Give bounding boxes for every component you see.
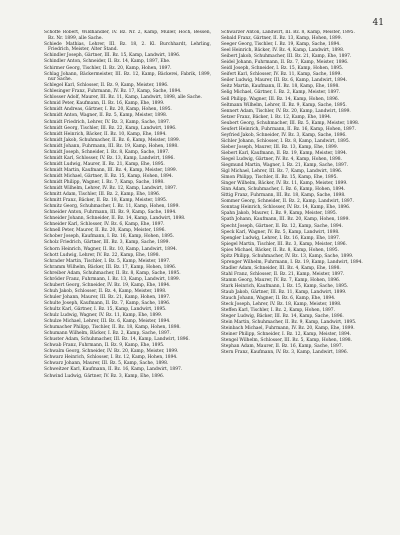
- directory-entry: Sprenger Wilhelm, Fuhrmann, I. Bz. 19, Kamp, Landwirt, 1894.: [221, 259, 363, 265]
- page-number: 41: [372, 18, 384, 28]
- directory-entry: Schlosser Adolf, Maurer, III. Bz. 11, Kamp, Landwirt, 1898, alle Sache.: [44, 95, 202, 101]
- directory-entry: Schlegel Karl, Schlosser, II. Bz. 9, Kamp, Meister, 1896.: [44, 83, 169, 89]
- directory-entry: Steffen Karl, Tischler, I. Bz. 2, Kamp, Hohen, 1897.: [221, 308, 335, 314]
- directory-entry: Siegel Ludwig, Gärtner, IV. Bz. 4, Kamp, Hohen, 1898.: [221, 156, 342, 162]
- directory-entry: Sell Philipp, Wagner, III. Bz. 14, Kamp, Hohen, 1896.: [221, 96, 340, 102]
- directory-entry: Singer Wilhelm, Bäcker, IV. Bz. 11, Kamp, Meister, 1899.: [221, 181, 348, 187]
- directory-entry: Spath Johann, Kaufmann, III. Bz. 20, Kamp, Hohen, 1899.: [221, 217, 350, 223]
- directory-entry: Schmitz Georg, Schuhmacher, I. Bz. 11, Kamp, Hohen, 1899.: [44, 204, 180, 210]
- directory-entry: Siebert Karl, Kaufmann, II. Bz. 19, Kamp, Meister, 1894.: [221, 150, 348, 156]
- directory-entry: Sieber Joseph, Maurer, III. Bz. 13, Kamp, Ehe, 1899.: [221, 144, 339, 150]
- directory-entry: Spahn Jakob, Maurer, I. Bz. 9, Kamp, Meister, 1895.: [221, 211, 338, 217]
- directory-entry: Seidl Joseph, Schneider, I. Bz. 15, Kamp, Hohen, 1895.: [221, 66, 344, 72]
- directory-entry: Schlesinger Franz, Fuhrmann, IV. Bz. 17, Kamp, Sache, 1894.: [44, 89, 182, 95]
- directory-entry: Schmidt Philipp, Wagner, I. Bz. 7, Kamp, Sache, 1898.: [44, 180, 165, 185]
- directory-entry: Schuh Jakob, Schlosser, II. Bz. 4, Kamp, Meister, 1898.: [44, 288, 167, 294]
- directory-entry: Schwab Franz, Fuhrmann, II. Bz. 9, Kamp, Ehe, 1895.: [44, 343, 165, 349]
- directory-entry: Sigl Michael, Lehrer, III. Bz. 7, Kamp, Landwirt, 1896.: [221, 169, 343, 175]
- directory-entry: Steck Joseph, Lehrer, IV. Bz. 18, Kamp, Meister, 1898.: [221, 302, 342, 308]
- directory-entry: Schubert Georg, Schneider, IV. Bz. 19, Kamp, Ehe, 1894.: [44, 282, 171, 288]
- directory-entry: Steiner Philipp, Schneider, I. Bz. 12, Kamp, Meister, 1894.: [221, 332, 352, 338]
- directory-entry: Seel Heinrich, Bäcker, IV. Bz. 4, Kamp, Landwirt, 1898.: [221, 48, 345, 54]
- directory-entry: Schumann Wilhelm, Bäcker, I. Bz. 2, Kamp, Sache, 1897.: [44, 331, 171, 337]
- directory-entry: Schindler Anton, Schneider, II. Bz. 14, Kamp, 1897, Ehe.: [44, 59, 171, 65]
- directory-entry: Sebald Franz, Gärtner, II. Bz. 13, Kamp, Hohen, 1899.: [221, 36, 342, 42]
- directory-entry: Schröder Franz, Fuhrmann, I. Bz. 13, Kamp, Landwirt, 1899.: [44, 276, 181, 282]
- directory-entry: Schmidt Michael, Gärtner, II. Bz. 15, Kamp, Hohen, 1894.: [44, 173, 173, 179]
- directory-entry: Stahl Franz, Schlosser, II. Bz. 21, Kamp, Meister, 1897.: [221, 271, 345, 277]
- directory-entry: Schirmer Georg, Tischler, II. Bz. 20, Kamp, Hohen, 1897.: [44, 65, 172, 71]
- directory-entry: Seibert Jakob, Schuhmacher, III. Bz. 21, Kamp, Ehe, 1897.: [221, 54, 352, 60]
- directory-entry: Stauch Johann, Wagner, II. Bz. 6, Kamp, Ehe, 1894.: [221, 296, 336, 302]
- directory-entry: Seyfried Jakob, Schneider, IV. Bz. 3, Kamp, Sache, 1896.: [221, 132, 347, 138]
- directory-entry: Staub Jakob, Gärtner, III. Bz. 11, Kamp, Landwirt, 1899.: [221, 290, 347, 296]
- directory-entry: Schwalm Georg, Schneider, IV. Bz. 20, Kamp, Meister, 1899.: [44, 349, 179, 355]
- directory-entry: Spengler Ludwig, Lehrer, I. Bz. 16, Kamp, Ehe, 1897.: [221, 235, 341, 241]
- directory-entry: Schober Joseph, Kaufmann, I. Bz. 16, Kamp, Hohen, 1895.: [44, 234, 175, 240]
- directory-entry: Schmidt Martin, Kaufmann, III. Bz. 4, Kamp, Meister, 1899.: [44, 167, 178, 173]
- directory-entry: Schulze Michael, Lehrer, III. Bz. 6, Kamp, Meister, 1894.: [44, 319, 171, 325]
- directory-entry: Schmidt Anton, Wagner, II. Bz. 5, Kamp, Meister, 1898.: [44, 113, 168, 119]
- directory-entry: Schulte Joseph, Kaufmann, II. Bz. 7, Kamp, Sache, 1896.: [44, 300, 171, 306]
- directory-entry: Specht Joseph, Gärtner, II. Bz. 12, Kamp, Sache, 1894.: [221, 223, 343, 229]
- directory-entry: Schmidt Andreas, Gärtner, I. Bz. 20, Kamp, Hohen, 1895.: [44, 107, 172, 113]
- directory-entry: Schiede Mathias, Lehrer, III. Bz. 18, 2. Kl. Burchhardt, Lehrling, Friedrich, Meister, Alter Stand.: [44, 41, 211, 53]
- directory-entry: Sinn Adam, Schuhmacher, I. Bz. 6, Kamp, Hohen, 1894.: [221, 187, 346, 193]
- directory-entry: Schuler Johann, Maurer, III. Bz. 21, Kamp, Hohen, 1897.: [44, 294, 171, 300]
- directory-entry: Stephan Adam, Maurer, II. Bz. 16, Kamp, Sache, 1897.: [221, 344, 343, 350]
- directory-entry: Seltmann Wilhelm, Lehrer, II. Bz. 9, Kamp, Sache, 1895.: [221, 102, 347, 108]
- directory-entry: Schneider Johann, Schneider, II. Bz. 14, Kamp, Landwirt, 1898.: [44, 216, 186, 222]
- directory-entry: Schmitt Adam, Tischler, III. Bz. 2, Kamp, Ehe, 1896.: [44, 192, 161, 198]
- directory-entry: Schulz Ludwig, Wagner, IV. Bz. 11, Kamp, Ehe, 1899.: [44, 313, 163, 319]
- directory-entry: Schmidt Georg, Tischler, III. Bz. 22, Kamp, Landwirt, 1896.: [44, 125, 177, 131]
- directory-entry: Schneider Karl, Schlosser, IV. Bz. 6, Kamp, Ehe, 1897.: [44, 222, 165, 228]
- directory-entry: Spies Michael, Bäcker, II. Bz. 8, Kamp, Hohen, 1895.: [221, 247, 339, 253]
- directory-entry: Spitz Philipp, Schuhmacher, IV. Bz. 13, Kamp, Sache, 1899.: [221, 253, 354, 259]
- directory-entry: Sommer Georg, Schneider, II. Bz. 2, Kamp, Landwirt, 1897.: [221, 199, 354, 205]
- directory-entry: Stadler Adam, Schneider, III. Bz. 4, Kamp, Ehe, 1898.: [221, 265, 341, 271]
- directory-entry: Speck Karl, Wagner, IV. Bz. 5, Kamp, Landwirt, 1898.: [221, 229, 340, 235]
- directory-entry: Schmidt Jakob, Schuhmacher, II. Bz. 6, Kamp, Meister, 1899.: [44, 137, 181, 143]
- directory-entry: Schmidt Friedrich, Lehrer, IV. Bz. 3, Kamp, Sache, 1897.: [44, 119, 171, 125]
- directory-entry: Seiler Ludwig, Maurer, III. Bz. 6, Kamp, Landwirt, 1894.: [221, 78, 348, 84]
- directory-entry: Schott Ludwig, Lehrer, IV. Bz. 22, Kamp, Ehe, 1898.: [44, 252, 160, 258]
- directory-entry: Schramm Wilhelm, Bäcker, III. Bz. 17, Kamp, Hohen, 1896.: [44, 264, 177, 270]
- directory-entry: Schmidt Wilhelm, Lehrer, IV. Bz. 12, Kamp, Landwirt, 1897.: [44, 186, 178, 192]
- directory-entry: Schreiber Adam, Schuhmacher, II. Bz. 8, Kamp, Sache, 1895.: [44, 270, 181, 276]
- left-column: [44, 30, 211, 523]
- directory-entry: Schmidt Heinrich, Bäcker, II. Bz. 10, Kamp, Ehe, 1894.: [44, 131, 167, 137]
- directory-entry: Simon Philipp, Tischler, II. Bz. 15, Kamp, Ehe, 1895.: [221, 175, 338, 181]
- directory-entry: Stein Martin, Schuhmacher, II. Bz. 9, Kamp, Landwirt, 1895.: [221, 320, 357, 326]
- directory-entry: Schmitt Franz, Bäcker, II. Bz. 18, Kamp, Meister, 1895.: [44, 198, 168, 204]
- directory-entry: Schmidt Karl, Schlosser, IV. Bz. 13, Kamp, Landwirt, 1896.: [44, 155, 175, 161]
- directory-entry: Setzer Franz, Bäcker, I. Bz. 12, Kamp, Ehe, 1894.: [221, 114, 332, 120]
- directory-entry: Schultz Karl, Gärtner, I. Bz. 15, Kamp, Landwirt, 1895.: [44, 306, 167, 312]
- directory-entry: Steinbach Michael, Fuhrmann, IV. Bz. 20, Kamp, Ehe, 1899.: [221, 326, 355, 332]
- directory-entry: Schweitzer Karl, Kaufmann, II. Bz. 16, Kamp, Landwirt, 1897.: [44, 367, 183, 373]
- directory-entry: Schrader Martin, Tischler, I. Bz. 5, Kamp, Meister, 1897.: [44, 258, 171, 264]
- directory-entry: Stern Franz, Kaufmann, IV. Bz. 3, Kamp, Landwirt, 1896.: [221, 350, 349, 356]
- directory-entry: Seufert Heinrich, Fuhrmann, II. Bz. 16, Kamp, Hohen, 1897.: [221, 126, 356, 132]
- directory-entry: Schmidt Ludwig, Maurer, II. Bz. 21, Kamp, Ehe, 1895.: [44, 161, 165, 167]
- directory-entry: Schwind Ludwig, Gärtner, IV. Bz. 3, Kamp, Ehe, 1896.: [44, 373, 165, 379]
- right-column: [221, 30, 388, 523]
- directory-entry: Schneider Anton, Fuhrmann, III. Bz. 9, Kamp, Sache, 1894.: [44, 210, 177, 216]
- directory-entry: Spiegel Martin, Tischler, III. Bz. 3, Kamp, Meister, 1896.: [221, 241, 347, 247]
- directory-entry: Steger Ludwig, Bäcker, III. Bz. 14, Kamp, Sache, 1896.: [221, 314, 344, 320]
- directory-entry: Seidel Johann, Fuhrmann, II. Bz. 7, Kamp, Meister, 1896.: [221, 60, 349, 66]
- directory-entry: Scholz Friedrich, Gärtner, III. Bz. 3, Kamp, Sache, 1899.: [44, 240, 170, 246]
- directory-entry: Schmidt Joseph, Schneider, I. Bz. 8, Kamp, Sache, 1897.: [44, 149, 170, 155]
- directory-entry: Schnell Peter, Maurer, II. Bz. 20, Kamp, Meister, 1896.: [44, 228, 166, 234]
- directory-entry: Seifert Karl, Schlosser, IV. Bz. 11, Kamp, Sache, 1899.: [221, 72, 342, 78]
- directory-entry: Stark Heinrich, Kaufmann, I. Bz. 15, Kamp, Sache, 1895.: [221, 283, 349, 289]
- directory-entry: Sonntag Heinrich, Schlosser, IV. Bz. 14, Kamp, Ehe, 1896.: [221, 205, 351, 211]
- directory-entry: Siegmund Martin, Wagner, I. Bz. 21, Kamp, Sache, 1897.: [221, 163, 349, 169]
- directory-entry: Schuster Adam, Schuhmacher, III. Bz. 14, Kamp, Landwirt, 1896.: [44, 337, 190, 343]
- directory-entry: Schmidt Johann, Fuhrmann, III. Bz. 19, Kamp, Hohen, 1898.: [44, 143, 179, 149]
- directory-entry: Schwarz Heinrich, Schlosser, I. Bz. 12, Kamp, Hohen, 1894.: [44, 355, 178, 361]
- directory-entry: Schlag Johann, Bäckermeister, III. Bz. 12, Kamp, Bäckerei, Fabrik, 1899, nur Sache.: [44, 71, 211, 83]
- text-columns: [44, 30, 388, 523]
- directory-entry: Sichler Johann, Schlosser, I. Bz. 8, Kamp, Landwirt, 1895.: [221, 138, 351, 144]
- directory-entry: Schindler Joseph, Gärtner, III. Bz. 15, Kamp, Landwirt, 1896.: [44, 53, 181, 59]
- directory-entry: Sennert Adam, Tischler, IV. Bz. 20, Kamp, Landwirt, 1899.: [221, 108, 351, 114]
- directory-entry: Stengel Wilhelm, Schlosser, III. Bz. 5, Kamp, Hohen, 1898.: [221, 338, 352, 344]
- directory-entry: Seitz Martin, Kaufmann, II. Bz. 18, Kamp, Ehe, 1898.: [221, 84, 340, 90]
- directory-entry: Schwarz Johann, Maurer, III. Bz. 5, Kamp, Sache, 1898.: [44, 361, 169, 367]
- directory-entry: Selig Michael, Gärtner, I. Bz. 2, Kamp, Meister, 1897.: [221, 90, 341, 96]
- directory-entry: Schmid Peter, Kaufmann, II. Bz. 16, Kamp, Ehe, 1899.: [44, 101, 165, 107]
- directory-entry: Schöffe Robert, Wildhändler, IV. Bz. Nr. 2, Kamp, Müller, Hoch, Bessen, Bz. Nr. 1899, alle Sache.: [44, 30, 211, 41]
- directory-entry: Schorn Heinrich, Wagner, II. Bz. 10, Kamp, Landwirt, 1894.: [44, 246, 178, 252]
- directory-entry: Schumacher Philipp, Tischler, II. Bz. 18, Kamp, Hohen, 1898.: [44, 325, 181, 331]
- directory-entry: Sittig Franz, Fuhrmann, III. Bz. 18, Kamp, Sache, 1898.: [221, 193, 346, 199]
- directory-entry: Stamm Georg, Maurer, IV. Bz. 7, Kamp, Hohen, 1896.: [221, 277, 341, 283]
- directory-entry: Seubert Georg, Schuhmacher, III. Bz. 5, Kamp, Meister, 1898.: [221, 120, 360, 126]
- directory-entry: Schwarzer Anton, Landwirt, III. Bz. 8, Kamp, Meister, 1895.: [221, 30, 355, 35]
- directory-entry: Seeger Georg, Tischler, I. Bz. 19, Kamp, Sache, 1894.: [221, 42, 341, 48]
